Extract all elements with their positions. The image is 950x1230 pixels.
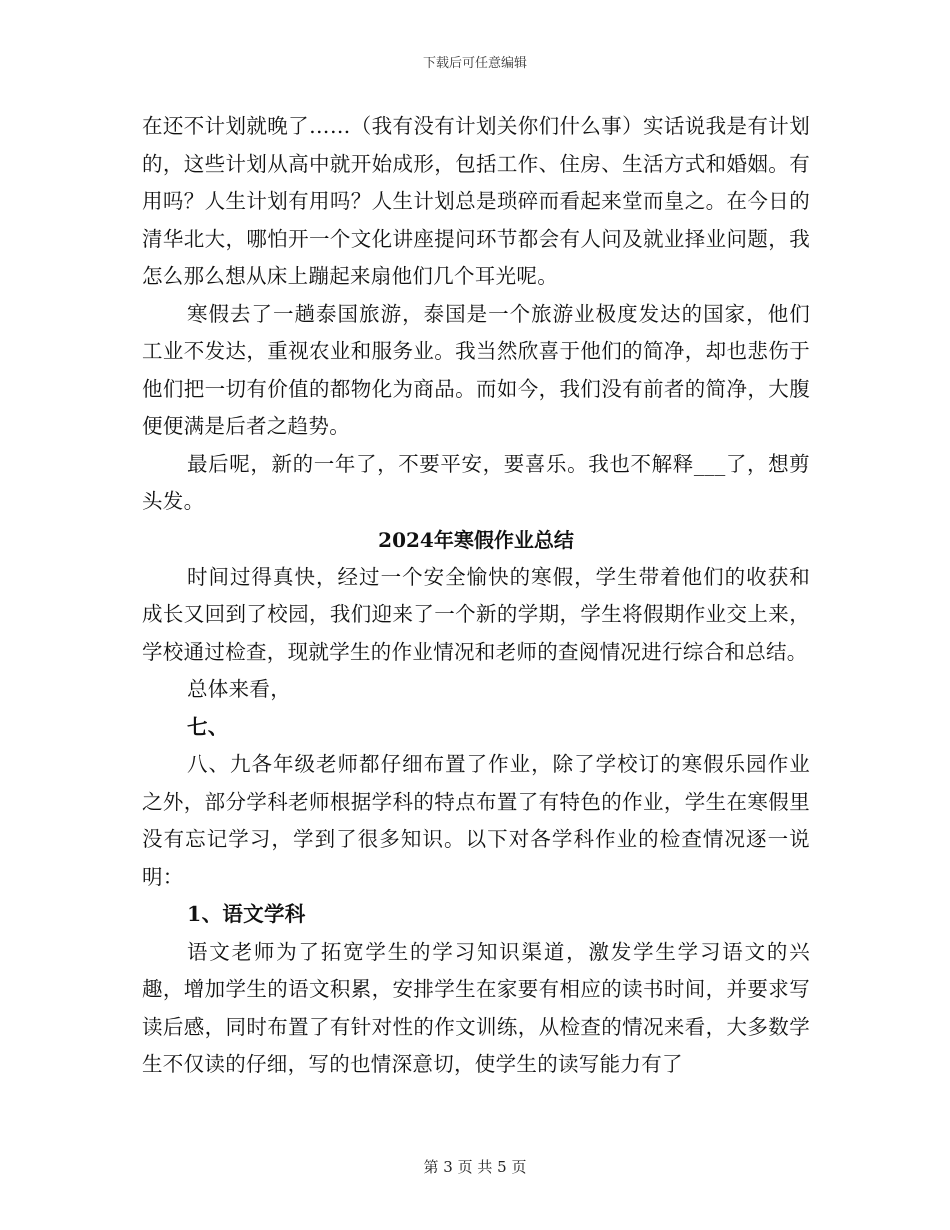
paragraph-grades: 八、九各年级老师都仔细布置了作业，除了学校订的寒假乐园作业之外，部分学科老师根据学科的特点布置了有特色的作业，学生在寒假里没有忘记学习，学到了很多知识。以下对各学科作业的检查情况逐一说明：: [142, 752, 810, 889]
paragraph-new-year: 最后呢，新的一年了，不要平安，要喜乐。我也不解释___了，想剪头发。: [142, 451, 810, 513]
list-heading-seven: 七、: [187, 714, 229, 739]
paragraph-planning: 在还不计划就晚了……（我有没有计划关你们什么事）实话说我是有计划的，这些计划从高中就开始成形，包括工作、住房、生活方式和婚姻。有用吗？人生计划有用吗？人生计划总是琐碎而看起来堂而皇之。在今日的清华北大，哪怕开一个文化讲座提问环节都会有人问及就业择业问题，我怎么那么想从床上蹦起来扇他们几个耳光呢。: [142, 114, 810, 288]
paragraph-overall: 总体来看，: [187, 677, 291, 701]
page-footer: 第 3 页 共 5 页: [423, 1158, 527, 1176]
paragraph-intro: 时间过得真快，经过一个安全愉快的寒假，学生带着他们的收获和成长又回到了校园，我们迎来了一个新的学期，学生将假期作业交上来，学校通过检查，现就学生的作业情况和老师的查阅情况进行综合和总结。: [142, 564, 810, 664]
subject-heading-chinese: 1、语文学科: [187, 902, 306, 926]
document-body: [142, 108, 810, 1084]
page-header: 下载后可任意编辑: [422, 56, 527, 71]
section-title: 2024年寒假作业总结: [378, 527, 574, 552]
paragraph-thailand-trip: 寒假去了一趟泰国旅游，泰国是一个旅游业极度发达的国家，他们工业不发达，重视农业和服务业。我当然欣喜于他们的简净，却也悲伤于他们把一切有价值的都物化为商品。而如今，我们没有前者的简净，大腹便便满是后者之趋势。: [142, 301, 810, 438]
paragraph-chinese-subject: 语文老师为了拓宽学生的学习知识渠道，激发学生学习语文的兴趣，增加学生的语文积累，安排学生在家要有相应的读书时间，并要求写读后感，同时布置了有针对性的作文训练，从检查的情况来看，大多数学生不仅读的仔细，写的也情深意切，使学生的读写能力有了: [142, 939, 810, 1076]
